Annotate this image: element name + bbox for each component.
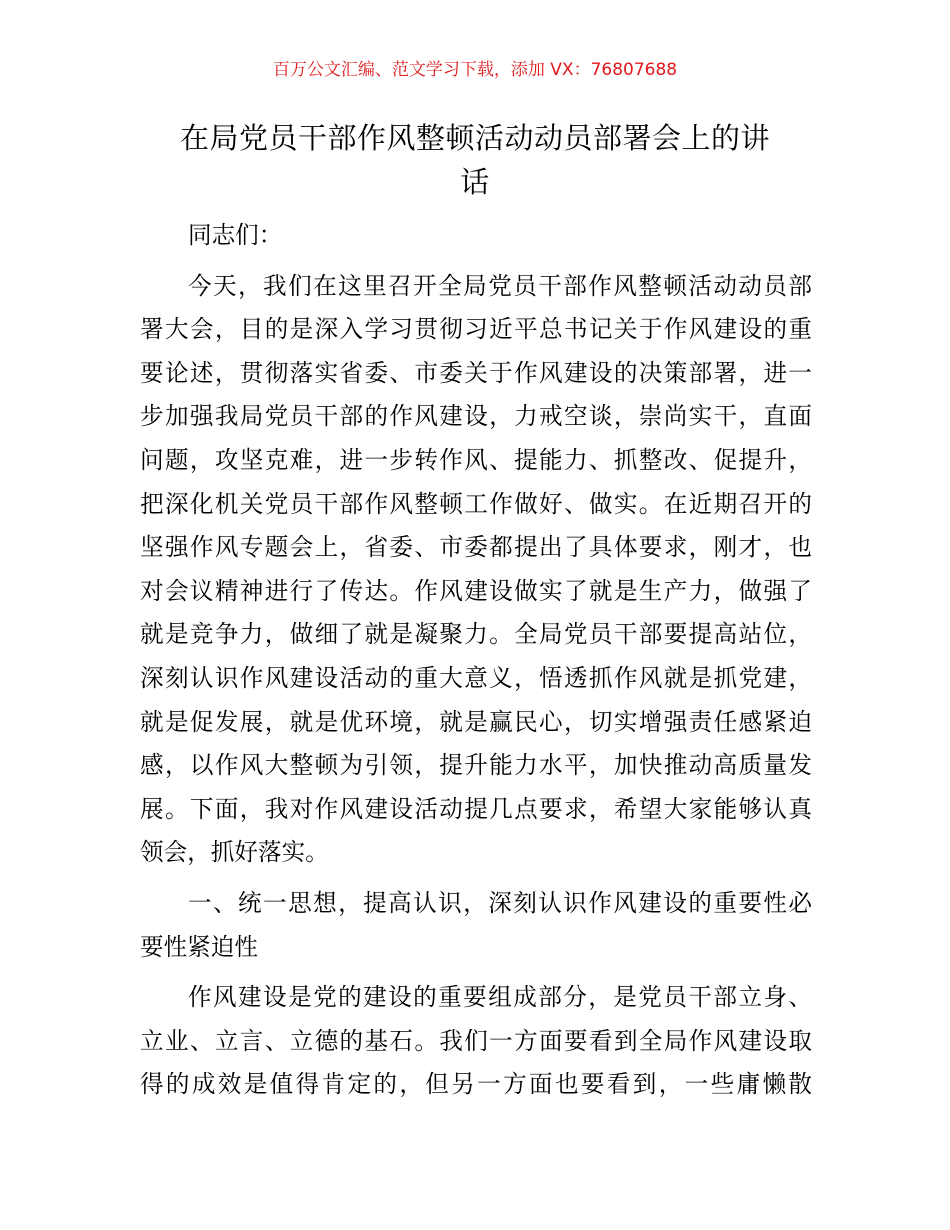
text-line: 就是竞争力，做细了就是凝聚力。全局党员干部要提高站位， [140,620,812,649]
text-line: 要性紧迫性 [140,932,258,961]
text-line: 展。下面，我对作风建设活动提几点要求，希望大家能够认真 [140,794,812,823]
title-line-2: 话 [460,165,490,199]
document-title [140,116,810,204]
paragraph-section-1 [140,976,812,1107]
salutation: 同志们： [188,221,283,249]
text-line: 问题，攻坚克难，进一步转作风、提能力、抓整改、促提升， [140,445,812,474]
paragraph-intro [140,265,812,875]
text-line: 一、统一思想，提高认识，深刻认识作风建设的重要性必 [188,888,812,917]
text-line: 就是促发展，就是优环境，就是赢民心，切实增强责任感紧迫 [140,707,812,736]
text-line: 对会议精神进行了传达。作风建设做实了就是生产力，做强了 [140,576,812,605]
text-line: 感，以作风大整顿为引领，提升能力水平，加快推动高质量发 [140,751,812,780]
text-line: 作风建设是党的建设的重要组成部分，是党员干部立身、 [188,983,812,1012]
document-body [140,214,812,1107]
text-line: 要论述，贯彻落实省委、市委关于作风建设的决策部署，进一 [140,358,812,387]
text-line: 署大会，目的是深入学习贯彻习近平总书记关于作风建设的重 [140,315,812,344]
text-line: 把深化机关党员干部作风整顿工作做好、做实。在近期召开的 [140,489,812,518]
text-line: 深刻认识作风建设活动的重大意义，悟透抓作风就是抓党建， [140,663,812,692]
text-line: 今天，我们在这里召开全局党员干部作风整顿活动动员部 [188,271,812,300]
title-line-1: 在局党员干部作风整顿活动动员部署会上的讲 [179,121,770,155]
text-line: 立业、立言、立德的基石。我们一方面要看到全局作风建设取 [140,1026,812,1055]
text-line: 领会，抓好落实。 [140,838,329,867]
text-line: 步加强我局党员干部的作风建设，力戒空谈，崇尚实干，直面 [140,402,812,431]
watermark-banner: 百万公文汇编、范文学习下载，添加 VX：76807688 [272,60,678,80]
text-line: 坚强作风专题会上，省委、市委都提出了具体要求，刚才，也 [140,533,812,562]
section-heading-1 [140,882,812,969]
text-line: 得的成效是值得肯定的，但另一方面也要看到，一些庸懒散 [140,1070,812,1099]
